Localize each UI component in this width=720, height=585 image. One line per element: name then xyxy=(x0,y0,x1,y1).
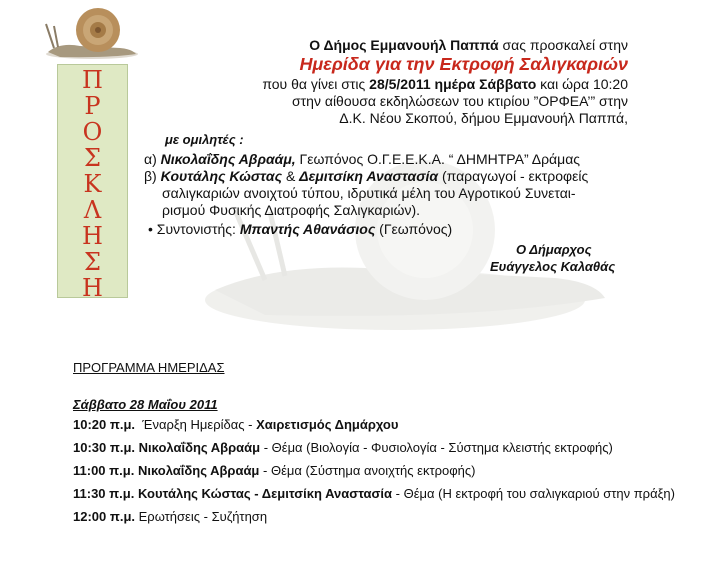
item-time: 10:30 xyxy=(73,440,107,455)
bullet-icon: • xyxy=(148,221,153,237)
speaker-b xyxy=(144,168,588,185)
programme-item xyxy=(73,509,267,525)
banner-letter: Η xyxy=(82,222,103,250)
banner-letter: Π xyxy=(82,66,103,94)
speaker-a xyxy=(144,151,580,168)
venue-line: στην αίθουσα εκδηλώσεων του κτιρίου ”ΟΡΦΕΑ’” στην xyxy=(292,93,628,109)
snail-illustration xyxy=(40,2,140,60)
item-ampm: π.μ. xyxy=(109,440,136,455)
item-time: 11:00 xyxy=(73,463,106,478)
item-topic: - Θέμα (Η εκτροφή του σαλιγκαριού στην πράξη) xyxy=(395,486,675,501)
speaker-b-prefix: β) xyxy=(144,168,157,184)
banner-letter: Λ xyxy=(83,196,102,224)
banner-letter: Σ xyxy=(84,144,101,172)
speaker-b-desc-3: ρισμού Φυσικής Διατροφής Σαλιγκαριών). xyxy=(162,202,421,218)
programme-date: Σάββατο 28 Μαΐου 2011 xyxy=(73,397,218,412)
item-highlight: Νικολαΐδης Αβραάμ xyxy=(137,463,260,478)
speaker-b-desc-2: σαλιγκαριών ανοιχτού τύπου, ιδρυτικά μέλη του Αγροτικού Συνεται- xyxy=(162,185,576,201)
item-ampm: π.μ. xyxy=(109,486,135,501)
item-time: 12:00 xyxy=(73,509,107,524)
item-highlight: Νικολαΐδης Αβραάμ xyxy=(138,440,261,455)
speaker-b-name-1: Κουτάλης Κώστας xyxy=(160,168,283,184)
item-time: 10:20 xyxy=(73,417,107,432)
programme-item xyxy=(73,463,475,479)
banner-letter: Σ xyxy=(84,248,101,276)
banner-letters xyxy=(58,67,127,301)
speaker-b-amp: & xyxy=(285,168,296,184)
item-highlight: Χαιρετισμός Δημάρχου xyxy=(256,417,399,432)
item-time: 11:30 xyxy=(73,486,106,501)
item-highlight: Κουτάλης Κώστας - Δεμιτσίκη Αναστασία xyxy=(137,486,393,501)
programme-item xyxy=(73,486,675,502)
invitation-line-3 xyxy=(262,76,628,93)
banner-letter: Ρ xyxy=(84,92,101,120)
item-text: Ερωτήσεις - Συζήτηση xyxy=(138,509,268,524)
speaker-b-desc: (παραγωγοί - εκτροφείς xyxy=(441,168,589,184)
invitation-banner xyxy=(57,64,128,302)
coordinator-role: (Γεωπόνος) xyxy=(379,221,453,237)
invitation-line-1 xyxy=(309,37,628,54)
signature-name: Ευάγγελος Καλαθάς xyxy=(490,259,616,274)
banner-letter: Η xyxy=(82,274,103,302)
speaker-a-name: Νικολαΐδης Αβραάμ, xyxy=(160,151,296,167)
programme-item xyxy=(73,440,613,456)
programme-item xyxy=(73,417,398,433)
event-date: 28/5/2011 ημέρα Σάββατο xyxy=(369,76,537,92)
coordinator-name: Μπαντής Αθανάσιος xyxy=(239,221,376,237)
coordinator xyxy=(148,221,452,238)
banner-letter: Ο xyxy=(82,118,103,146)
speakers-heading: με ομιλητές : xyxy=(165,132,244,147)
banner-letter: Κ xyxy=(83,170,102,198)
when-prefix: που θα γίνει στις xyxy=(262,76,366,92)
event-title: Ημερίδα για την Εκτροφή Σαλιγκαριών xyxy=(299,54,628,74)
item-topic: - Θέμα (Σύστημα ανοιχτής εκτροφής) xyxy=(263,463,476,478)
invite-text: σας προσκαλεί στην xyxy=(502,37,628,53)
coordinator-label: Συντονιστής: xyxy=(156,221,236,237)
item-text: Έναρξη Ημερίδας - xyxy=(142,417,253,432)
item-ampm: π.μ. xyxy=(109,417,136,432)
signature-role: Ο Δήμαρχος xyxy=(516,242,592,257)
item-ampm: π.μ. xyxy=(109,509,136,524)
item-topic: - Θέμα (Βιολογία - Φυσιολογία - Σύστημα κλειστής εκτροφής) xyxy=(263,440,613,455)
speaker-a-desc: Γεωπόνος Ο.Γ.Ε.Ε.Κ.Α. “ ΔΗΜΗΤΡΑ” Δράμας xyxy=(299,151,581,167)
host-name: Ο Δήμος Εμμανουήλ Παππά xyxy=(309,37,499,53)
location-line: Δ.Κ. Νέου Σκοπού, δήμου Εμμανουήλ Παππά, xyxy=(339,110,628,126)
speaker-a-prefix: α) xyxy=(144,151,157,167)
speaker-b-name-2: Δεμιτσίκη Αναστασία xyxy=(299,168,439,184)
event-time: και ώρα 10:20 xyxy=(540,76,628,92)
programme-heading: ΠΡΟΓΡΑΜΜΑ ΗΜΕΡΙΔΑΣ xyxy=(73,360,225,375)
item-ampm: π.μ. xyxy=(109,463,135,478)
